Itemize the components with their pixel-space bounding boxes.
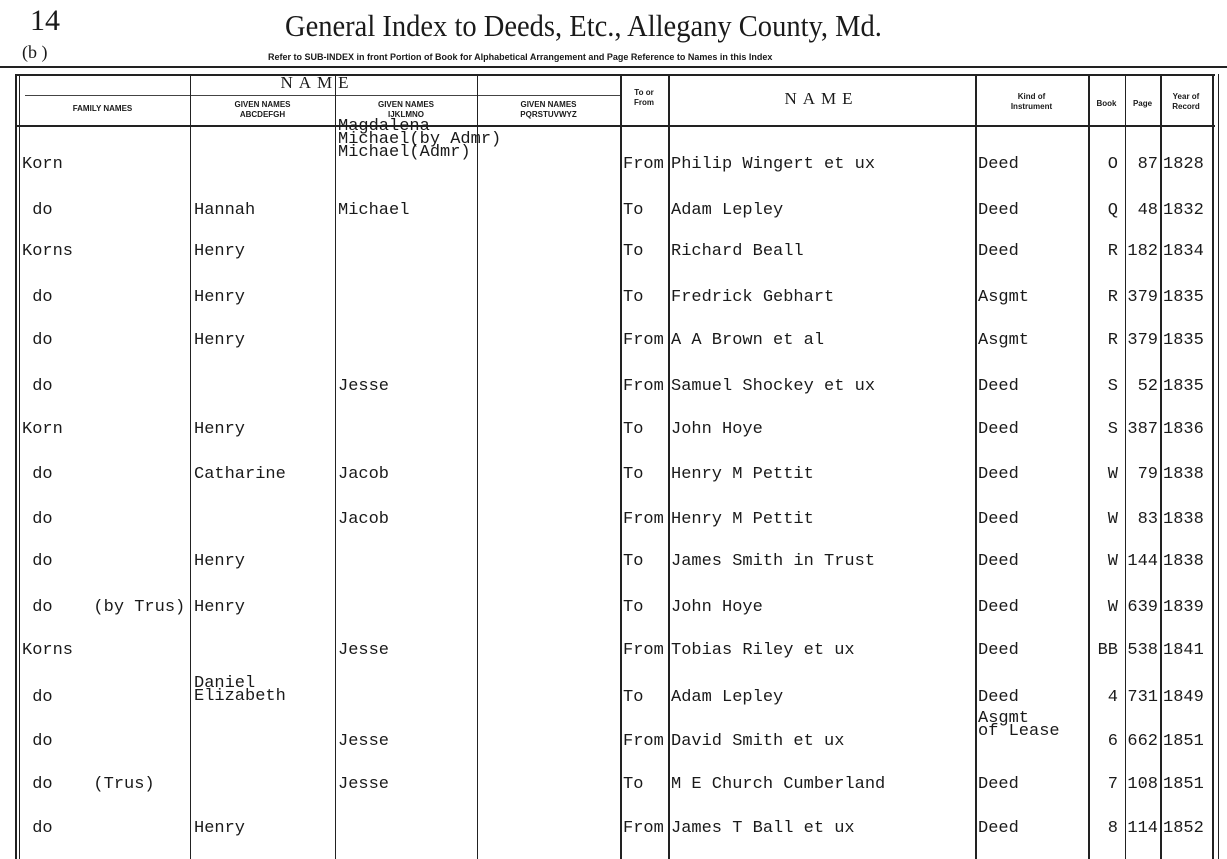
cell-book: 7 <box>1107 775 1118 794</box>
cell-year: 1838 <box>1163 552 1204 571</box>
cell-family: do <box>22 732 53 751</box>
cell-family: do <box>22 377 53 396</box>
cell-tofrom: From <box>623 331 664 350</box>
column-rule <box>190 74 191 859</box>
cell-book: 4 <box>1107 688 1118 707</box>
cell-family: do <box>22 552 53 571</box>
cell-g2: Jesse <box>338 732 390 751</box>
cell-g2: Jacob <box>338 510 390 529</box>
cell-name: Adam Lepley <box>671 201 784 220</box>
column-rule <box>975 74 977 859</box>
header-page: Page <box>1132 99 1153 108</box>
cell-year: 1851 <box>1163 775 1204 794</box>
cell-year: 1839 <box>1163 598 1204 617</box>
cell-tofrom: From <box>623 819 664 838</box>
cell-page: 83 <box>1137 510 1158 529</box>
cell-kind: Deed <box>978 641 1019 660</box>
cell-book: O <box>1107 155 1118 174</box>
cell-book: W <box>1107 510 1118 529</box>
cell-year: 1828 <box>1163 155 1204 174</box>
cell-page: 79 <box>1137 465 1158 484</box>
cell-book: S <box>1107 377 1118 396</box>
cell-kind: Deed <box>978 552 1019 571</box>
cell-g1: Hannah <box>194 201 256 220</box>
cell-year: 1838 <box>1163 510 1204 529</box>
cell-book: W <box>1107 465 1118 484</box>
cell-page: 114 <box>1127 819 1158 838</box>
cell-g1: Catharine <box>194 465 286 484</box>
cell-kind: Deed <box>978 465 1019 484</box>
column-rule <box>1125 74 1126 859</box>
cell-page: 182 <box>1127 242 1158 261</box>
cell-family: do <box>22 201 53 220</box>
cell-g1: Daniel Elizabeth <box>194 674 286 706</box>
cell-book: Q <box>1107 201 1118 220</box>
cell-g1: Henry <box>194 288 246 307</box>
column-rule <box>335 74 336 859</box>
cell-page: 538 <box>1127 641 1158 660</box>
page-number: 14 <box>30 4 60 37</box>
cell-tofrom: To <box>623 598 644 617</box>
cell-kind: Asgmt <box>978 331 1030 350</box>
header-name: NAME <box>784 89 859 108</box>
column-rule <box>620 74 622 859</box>
cell-name: James T Ball et ux <box>671 819 855 838</box>
cell-book: W <box>1107 598 1118 617</box>
cell-kind: Asgmt of Lease <box>978 709 1060 741</box>
cell-kind: Deed <box>978 155 1019 174</box>
cell-name: Tobias Riley et ux <box>671 641 855 660</box>
header-family-names: FAMILY NAMES <box>72 104 133 113</box>
cell-kind: Deed <box>978 510 1019 529</box>
cell-tofrom: To <box>623 775 644 794</box>
cell-g1: Henry <box>194 242 246 261</box>
cell-name: Henry M Pettit <box>671 510 814 529</box>
cell-book: R <box>1107 331 1118 350</box>
cell-year: 1835 <box>1163 331 1204 350</box>
cell-g2: Jesse <box>338 377 390 396</box>
cell-year: 1836 <box>1163 420 1204 439</box>
cell-family: do <box>22 819 53 838</box>
cell-name: M E Church Cumberland <box>671 775 886 794</box>
cell-year: 1838 <box>1163 465 1204 484</box>
cell-tofrom: To <box>623 288 644 307</box>
column-rule <box>1218 74 1219 859</box>
header-name-group: NAME <box>280 73 355 92</box>
divider <box>15 74 1215 76</box>
cell-year: 1834 <box>1163 242 1204 261</box>
cell-name: John Hoye <box>671 420 763 439</box>
cell-kind: Deed <box>978 242 1019 261</box>
cell-tofrom: From <box>623 510 664 529</box>
cell-page: 48 <box>1137 201 1158 220</box>
header-kind: Kind of Instrument <box>1010 92 1053 111</box>
cell-tofrom: From <box>623 732 664 751</box>
cell-page: 108 <box>1127 775 1158 794</box>
cell-kind: Deed <box>978 775 1019 794</box>
page-title: General Index to Deeds, Etc., Allegany County, Md. <box>285 8 882 43</box>
cell-tofrom: From <box>623 155 664 174</box>
cell-kind: Asgmt <box>978 288 1030 307</box>
cell-family: do <box>22 688 53 707</box>
header-given-1: GIVEN NAMES ABCDEFGH <box>234 100 291 119</box>
cell-book: W <box>1107 552 1118 571</box>
cell-name: Adam Lepley <box>671 688 784 707</box>
cell-family: do (Trus) <box>22 775 155 794</box>
divider <box>15 125 1215 127</box>
cell-name: Henry M Pettit <box>671 465 814 484</box>
cell-name: Richard Beall <box>671 242 804 261</box>
cell-page: 379 <box>1127 331 1158 350</box>
cell-g2: Jesse <box>338 775 390 794</box>
column-rule <box>1212 74 1214 859</box>
cell-family: Korns <box>22 641 74 660</box>
header-year: Year of Record <box>1172 92 1200 111</box>
cell-year: 1852 <box>1163 819 1204 838</box>
column-rule <box>1160 74 1162 859</box>
header-given-2: GIVEN NAMES IJKLMNO <box>377 100 434 119</box>
column-rule <box>19 74 20 859</box>
cell-tofrom: To <box>623 465 644 484</box>
divider <box>25 95 620 96</box>
cell-page: 731 <box>1127 688 1158 707</box>
cell-year: 1841 <box>1163 641 1204 660</box>
cell-tofrom: To <box>623 201 644 220</box>
cell-g2: Jacob <box>338 465 390 484</box>
cell-year: 1832 <box>1163 201 1204 220</box>
cell-g1: Henry <box>194 598 246 617</box>
cell-page: 662 <box>1127 732 1158 751</box>
cell-page: 52 <box>1137 377 1158 396</box>
cell-name: James Smith in Trust <box>671 552 876 571</box>
cell-tofrom: To <box>623 242 644 261</box>
cell-page: 387 <box>1127 420 1158 439</box>
cell-g2: Magdalena Michael(by Admr) Michael(Admr) <box>338 117 502 162</box>
cell-tofrom: From <box>623 377 664 396</box>
cell-name: John Hoye <box>671 598 763 617</box>
cell-tofrom: From <box>623 641 664 660</box>
cell-family: Korn <box>22 155 63 174</box>
cell-family: do <box>22 288 53 307</box>
divider <box>0 66 1227 68</box>
cell-family: Korn <box>22 420 63 439</box>
cell-page: 639 <box>1127 598 1158 617</box>
cell-family: do <box>22 331 53 350</box>
cell-kind: Deed <box>978 819 1019 838</box>
cell-name: David Smith et ux <box>671 732 845 751</box>
cell-tofrom: To <box>623 552 644 571</box>
header-to-from: To or From <box>634 88 654 107</box>
page-subtitle: Refer to SUB-INDEX in front Portion of Book for Alphabetical Arrangement and Page Reference to Names in this Index <box>268 52 773 62</box>
cell-year: 1835 <box>1163 288 1204 307</box>
cell-name: Philip Wingert et ux <box>671 155 876 174</box>
cell-g1: Henry <box>194 331 246 350</box>
cell-year: 1835 <box>1163 377 1204 396</box>
column-rule <box>15 74 17 859</box>
cell-kind: Deed <box>978 420 1019 439</box>
cell-book: R <box>1107 288 1118 307</box>
cell-tofrom: To <box>623 688 644 707</box>
cell-book: 8 <box>1107 819 1118 838</box>
cell-kind: Deed <box>978 598 1019 617</box>
cell-page: 379 <box>1127 288 1158 307</box>
cell-name: Fredrick Gebhart <box>671 288 835 307</box>
cell-book: R <box>1107 242 1118 261</box>
cell-page: 144 <box>1127 552 1158 571</box>
cell-g1: Henry <box>194 552 246 571</box>
cell-name: A A Brown et al <box>671 331 825 350</box>
header-given-3: GIVEN NAMES PQRSTUVWYZ <box>520 100 577 119</box>
header-book: Book <box>1096 99 1117 108</box>
cell-g1: Henry <box>194 819 246 838</box>
cell-book: S <box>1107 420 1118 439</box>
cell-kind: Deed <box>978 377 1019 396</box>
cell-book: BB <box>1097 641 1118 660</box>
cell-family: Korns <box>22 242 74 261</box>
cell-name: Samuel Shockey et ux <box>671 377 876 396</box>
cell-family: do <box>22 465 53 484</box>
cell-g2: Jesse <box>338 641 390 660</box>
cell-kind: Deed <box>978 688 1019 707</box>
page-section: (b ) <box>22 42 48 62</box>
cell-g1: Henry <box>194 420 246 439</box>
cell-g2: Michael <box>338 201 410 220</box>
cell-family: do <box>22 510 53 529</box>
cell-book: 6 <box>1107 732 1118 751</box>
cell-page: 87 <box>1137 155 1158 174</box>
cell-year: 1851 <box>1163 732 1204 751</box>
cell-tofrom: To <box>623 420 644 439</box>
cell-kind: Deed <box>978 201 1019 220</box>
cell-family: do (by Trus) <box>22 598 186 617</box>
cell-year: 1849 <box>1163 688 1204 707</box>
